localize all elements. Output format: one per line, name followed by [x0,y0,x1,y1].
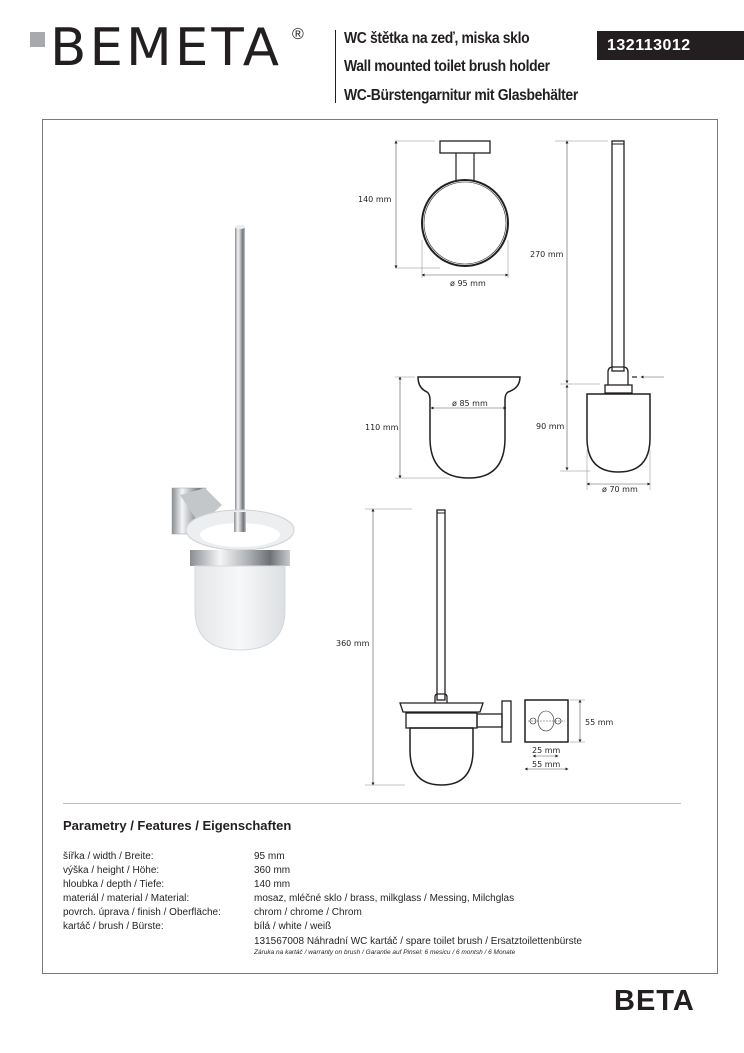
dim-total-height: 360 mm [336,639,370,648]
feature-label: materiál / material / Material: [63,893,190,904]
warranty-note: Záruka na kartáč / warranty on brush / Garantie auf Pinsel: 6 mesicu / 6 montsh / 6 Monate [254,949,516,956]
features-title: Parametry / Features / Eigenschaften [63,818,292,833]
assembly-view [365,509,511,785]
dim-hole-spacing: 25 mm [532,746,561,755]
series-name: BETA [614,985,695,1017]
title-german: WC-Bürstengarnitur mit Glasbehälter [344,87,578,104]
section-divider [63,803,681,804]
spare-part-note: 131567008 Náhradní WC kartáč / spare toilet brush / Ersatztoilettenbürste [254,936,582,947]
wall-plate-view [525,700,585,769]
feature-row [63,920,331,933]
front-view [395,141,508,278]
feature-value: mosaz, mléčné sklo / brass, milkglass / Messing, Milchglas [254,893,515,904]
feature-value: bílá / white / weiß [254,921,332,932]
dim-front-height: 140 mm [358,195,392,204]
dim-plate-width: 55 mm [532,760,561,769]
dim-brush-length: 270 mm [530,250,564,259]
feature-label: hloubka / depth / Tiefe: [63,879,165,890]
feature-row [63,850,285,863]
feature-value: chrom / chrome / Chrom [254,907,362,918]
feature-label: povrch. úprava / finish / Oberfläche: [63,907,221,918]
feature-row [63,864,290,877]
dim-brush-head-height: 90 mm [536,422,565,431]
feature-value: 360 mm [254,865,291,876]
feature-label: výška / height / Höhe: [63,865,160,876]
feature-row [63,878,290,891]
registered-mark: ® [292,26,304,43]
dim-bowl-height: 110 mm [365,423,399,432]
title-english: Wall mounted toilet brush holder [344,58,550,75]
dim-front-diameter: ø 95 mm [450,279,486,288]
feature-label: kartáč / brush / Bürste: [63,921,164,932]
product-code: 132113012 [597,31,744,60]
product-photo [172,225,294,650]
feature-value: 95 mm [254,851,285,862]
title-czech: WC štětka na zeď, miska sklo [344,30,530,47]
dim-plate-height: 55 mm [585,718,614,727]
feature-label: šířka / width / Breite: [63,851,154,862]
brush-view [555,141,664,490]
dim-brush-head-diameter: ø 70 mm [602,485,638,494]
dim-bowl-diameter: ø 85 mm [452,399,488,408]
feature-row [63,892,514,905]
feature-row [63,906,362,919]
brand-logo: BEMETA [50,18,283,78]
feature-value: 140 mm [254,879,291,890]
bowl-view [395,377,520,478]
